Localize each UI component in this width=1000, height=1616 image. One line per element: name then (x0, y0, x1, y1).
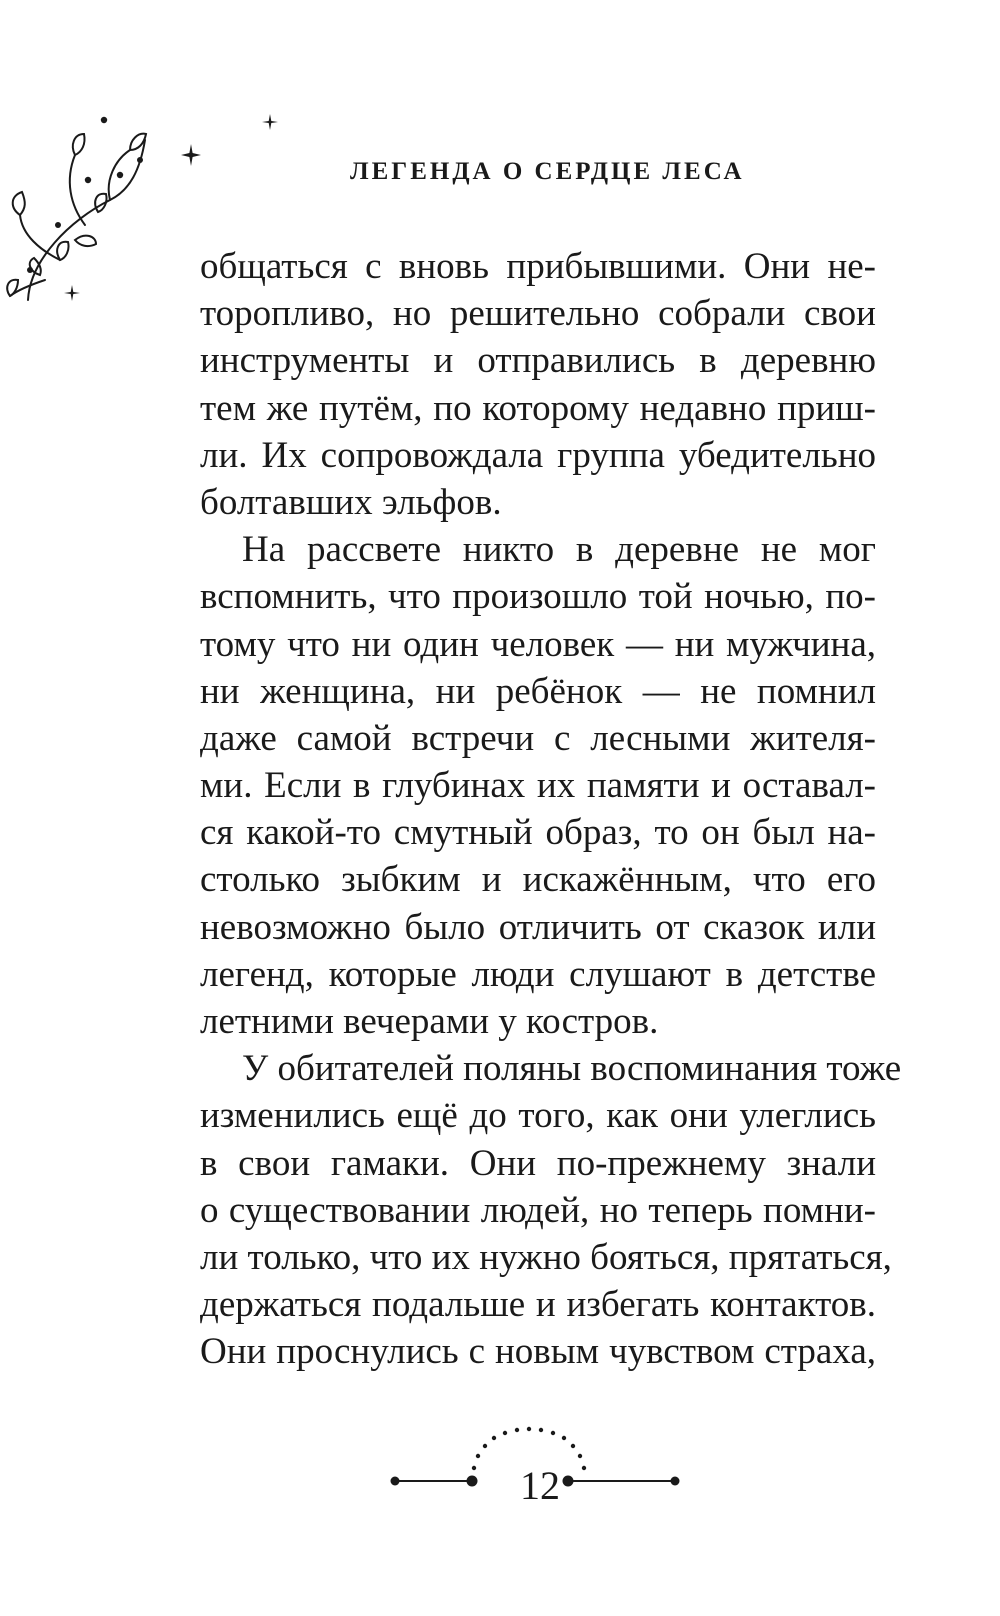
text-line: инструменты и отправились в деревню (200, 340, 876, 382)
text-line: вспомнить, что произошло той ночью, по- (200, 576, 876, 618)
text-line: ми. Если в глубинах их памяти и оставал- (200, 765, 876, 807)
text-line: даже самой встречи с лесными жителя- (200, 717, 876, 759)
text-line: столько зыбким и искажённым, что его (200, 859, 876, 901)
page-body-text (200, 243, 902, 1376)
text-line: в свои гамаки. Они по-прежнему знали (200, 1142, 876, 1184)
text-line: о существовании людей, но теперь помни- (200, 1189, 876, 1231)
text-line: Они проснулись с новым чувством страха, (200, 1331, 876, 1373)
text-line: держаться подальше и избегать контактов. (200, 1284, 876, 1326)
text-line: летними вечерами у костров. (200, 1001, 659, 1042)
paragraph (200, 243, 876, 526)
text-line: невозможно было отличить от сказок или (200, 906, 876, 948)
text-line: общаться с вновь прибывшими. Они не- (200, 246, 876, 287)
text-line: изменились ещё до того, как они улеглись (200, 1095, 876, 1137)
text-line: ли. Их сопровождала группа убедительно (200, 434, 876, 476)
text-line: легенд, которые люди слушают в детстве (200, 953, 876, 995)
paragraph (200, 1045, 902, 1375)
text-line: болтавших эльфов. (200, 481, 502, 523)
page-number: 12 (520, 1463, 560, 1508)
paragraph (200, 526, 876, 1045)
text-line: тому что ни один человек — ни мужчина, (200, 623, 876, 665)
text-line: ни женщина, ни ребёнок — не помнил (200, 670, 876, 712)
text-line: На рассвете никто в деревне не мог (242, 529, 876, 571)
text-line: ли только, что их нужно бояться, прятаться, (200, 1236, 892, 1278)
text-line: торопливо, но решительно собрали свои (200, 293, 876, 335)
text-line: У обитателей поляны воспоминания тоже (242, 1048, 902, 1090)
text-line: тем же путём, по которому недавно приш- (200, 387, 876, 429)
running-header-title: ЛЕГЕНДА О СЕРДЦЕ ЛЕСА (350, 158, 745, 185)
text-line: ся какой-то смутный образ, то он был на- (200, 812, 876, 854)
